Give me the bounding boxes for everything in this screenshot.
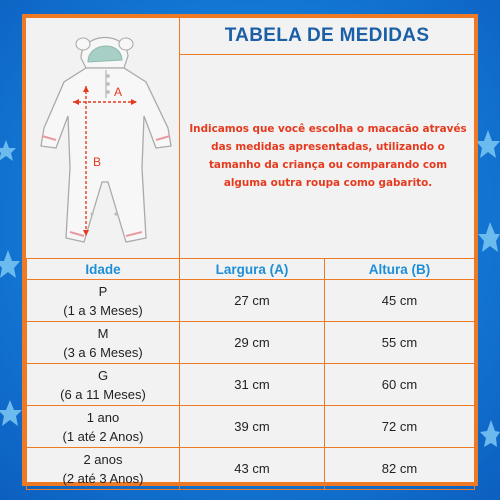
size-chart-card xyxy=(26,18,474,486)
height-cell: 82 cm xyxy=(325,448,475,490)
age-range: (1 a 3 Meses) xyxy=(63,302,143,318)
table-row xyxy=(27,448,475,490)
recommendation-note: Indicamos que você escolha o macacão através das medidas apresentadas, utilizando o tamanho da criança ou comparando com alguma outra roupa como gabarito. xyxy=(189,123,467,189)
size-table xyxy=(26,258,475,490)
size-label: P xyxy=(98,283,108,299)
width-cell: 31 cm xyxy=(180,364,325,406)
top-section xyxy=(26,18,474,258)
width-cell: 39 cm xyxy=(180,406,325,448)
star-icon xyxy=(480,420,500,447)
header-largura: Largura (A) xyxy=(180,259,325,280)
size-label: 2 anos xyxy=(83,451,123,467)
height-cell: 45 cm xyxy=(325,280,475,322)
width-cell: 43 cm xyxy=(180,448,325,490)
table-row xyxy=(27,322,475,364)
star-icon xyxy=(478,222,500,252)
table-row xyxy=(27,364,475,406)
size-cell xyxy=(27,322,180,364)
garment-figure-box xyxy=(26,18,180,258)
table-row xyxy=(27,280,475,322)
table-header-row xyxy=(27,259,475,280)
size-cell xyxy=(27,280,180,322)
height-cell: 55 cm xyxy=(325,322,475,364)
width-cell: 27 cm xyxy=(180,280,325,322)
size-label: G xyxy=(97,367,109,383)
height-cell: 72 cm xyxy=(325,406,475,448)
header-idade: Idade xyxy=(27,259,180,280)
age-range: (2 até 3 Anos) xyxy=(62,470,144,486)
size-label: M xyxy=(97,325,109,341)
label-a: A xyxy=(114,85,123,99)
age-range: (6 a 11 Meses) xyxy=(60,386,146,402)
star-icon xyxy=(0,140,16,161)
star-icon xyxy=(0,400,22,426)
table-row xyxy=(27,406,475,448)
star-icon xyxy=(476,130,500,158)
size-cell xyxy=(27,448,180,490)
width-cell: 29 cm xyxy=(180,322,325,364)
romper-illustration xyxy=(26,18,179,258)
header-altura: Altura (B) xyxy=(325,259,475,280)
age-range: (1 até 2 Anos) xyxy=(62,428,144,444)
age-range: (3 a 6 Meses) xyxy=(63,344,143,360)
size-label: 1 ano xyxy=(86,409,120,425)
page-title: TABELA DE MEDIDAS xyxy=(180,18,474,55)
label-b: B xyxy=(93,155,102,169)
size-cell xyxy=(27,364,180,406)
size-cell xyxy=(27,406,180,448)
star-icon xyxy=(0,250,20,278)
size-chart-frame xyxy=(22,14,478,486)
height-cell: 60 cm xyxy=(325,364,475,406)
